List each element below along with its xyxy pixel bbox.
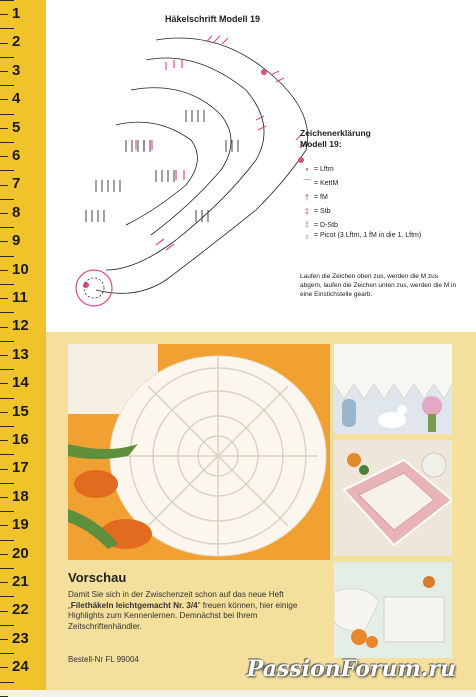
ruler-number: 9 xyxy=(12,232,21,250)
ruler-half-tick xyxy=(0,241,8,242)
legend-note: Laufen die Zeichen oben zus, werden die M zus abgem, laufen die Zeichen unten zus, werden die M in eine Einstichstelle gearb. xyxy=(300,273,457,298)
ruler-half-tick xyxy=(0,128,8,129)
chain-stitch-icon: • xyxy=(305,164,309,174)
ruler-half-tick xyxy=(0,213,8,214)
watermark: PassionForum.ru xyxy=(246,656,456,682)
ruler-half-tick xyxy=(0,99,8,100)
ruler-half-tick xyxy=(0,156,8,157)
ruler-half-tick xyxy=(0,525,8,526)
ruler-number: 19 xyxy=(12,516,29,534)
ruler-tick xyxy=(0,0,14,1)
ruler-half-tick xyxy=(0,667,8,668)
ruler-tick xyxy=(0,57,14,58)
ruler-half-tick xyxy=(0,469,8,470)
legend-title xyxy=(300,128,371,150)
ruler-half-tick xyxy=(0,355,8,356)
ruler-tick xyxy=(0,682,14,683)
ruler-tick xyxy=(0,85,14,86)
ruler-half-tick xyxy=(0,270,8,271)
ruler-number: 22 xyxy=(12,601,29,619)
slip-stitch-icon: ⌒ xyxy=(303,178,311,188)
ruler-half-tick xyxy=(0,639,8,640)
ruler-half-tick xyxy=(0,327,8,328)
legend-item-label: = Stb xyxy=(314,207,331,215)
ruler-number: 15 xyxy=(12,402,29,420)
legend-item-label: = fM xyxy=(314,193,328,201)
ruler-half-tick xyxy=(0,43,8,44)
table-runner-photo xyxy=(334,440,452,556)
legend-item-label: = Picot (3 Lftm, 1 fM in die 1. Lftm) xyxy=(314,232,422,239)
ruler-tick xyxy=(0,511,14,512)
legend-list xyxy=(300,162,424,254)
ruler-tick xyxy=(0,341,14,342)
ruler-tick xyxy=(0,284,14,285)
ruler-half-tick xyxy=(0,497,8,498)
preview-text-before: Damit Sie sich in der Zwischenzeit schon auf das neue Heft „ xyxy=(68,590,284,610)
ruler-number: 5 xyxy=(12,118,21,136)
ruler-number: 1 xyxy=(12,5,21,22)
preview-heading: Vorschau xyxy=(68,570,127,585)
double-treble-icon: ⟟ xyxy=(305,220,309,229)
ruler-number: 20 xyxy=(12,544,29,562)
single-crochet-icon: † xyxy=(304,192,310,202)
ruler-tick xyxy=(0,540,14,541)
ruler-tick xyxy=(0,256,14,257)
ruler-half-tick xyxy=(0,383,8,384)
ruler-tick xyxy=(0,199,14,200)
crochet-chart-diagram xyxy=(56,30,326,330)
picot-icon: ♁ xyxy=(304,232,310,241)
ruler-half-tick xyxy=(0,298,8,299)
ruler-tick xyxy=(0,568,14,569)
chart-title: Häkelschrift Modell 19 xyxy=(165,14,261,24)
ruler-number: 21 xyxy=(12,573,29,590)
legend-item-label: = D-Stb xyxy=(314,221,338,229)
ruler-tick xyxy=(0,454,14,455)
ruler-number: 24 xyxy=(12,658,29,676)
ruler-number: 8 xyxy=(12,203,21,221)
ruler-tick xyxy=(0,227,14,228)
ruler-half-tick xyxy=(0,185,8,186)
legend-title-line1: Zeichenerklärung xyxy=(300,128,371,138)
ruler-number: 11 xyxy=(12,289,28,306)
preview-text-after: “ freuen können, hier einige Highlights zum Kennenlernen. Demnächst bei Ihrem Zeitschriftenhändler. xyxy=(68,600,298,631)
ruler-number: 10 xyxy=(12,260,29,278)
ruler-tick xyxy=(0,312,14,313)
ruler-number: 4 xyxy=(12,90,21,108)
legend-item xyxy=(300,190,424,204)
ruler-tick xyxy=(0,483,14,484)
legend-item-label: = Lftm xyxy=(314,165,334,173)
legend-item-label: = KettM xyxy=(314,179,339,187)
ruler-number: 3 xyxy=(12,61,21,79)
ruler-number: 7 xyxy=(12,175,21,193)
legend-item xyxy=(300,162,424,176)
legend-item xyxy=(300,218,424,232)
ruler-half-tick xyxy=(0,554,8,555)
ruler-tick xyxy=(0,625,14,626)
ruler-tick xyxy=(0,114,14,115)
ruler-number: 14 xyxy=(12,374,29,392)
doily-photo xyxy=(68,344,330,560)
doily-basket-photo xyxy=(334,562,452,658)
preview-text-bold: Filethäkeln leichtgemacht Nr. 3/4 xyxy=(70,600,198,610)
legend-item xyxy=(300,204,424,218)
ruler-half-tick xyxy=(0,71,8,72)
ruler-tick xyxy=(0,369,14,370)
ruler-half-tick xyxy=(0,14,8,15)
legend-item xyxy=(300,232,424,254)
ruler-number: 13 xyxy=(12,345,29,363)
ruler-tick xyxy=(0,398,14,399)
ruler-number: 16 xyxy=(12,431,29,448)
preview-text xyxy=(68,590,330,632)
ruler-number: 23 xyxy=(12,629,29,647)
ruler-number: 12 xyxy=(12,317,29,335)
ruler-tick xyxy=(0,653,14,654)
ruler-tick xyxy=(0,142,14,143)
legend-item xyxy=(300,176,424,190)
order-number: Bestell-Nr FL 99004 xyxy=(68,655,139,664)
ruler-tick xyxy=(0,170,14,171)
double-crochet-icon: ‡ xyxy=(304,206,310,216)
ruler-half-tick xyxy=(0,440,8,441)
ruler-number: 18 xyxy=(12,487,29,505)
ruler-half-tick xyxy=(0,582,8,583)
ruler-number: 17 xyxy=(12,459,29,477)
ruler-tick xyxy=(0,426,14,427)
ruler-tick xyxy=(0,596,14,597)
ruler-number: 6 xyxy=(12,147,21,164)
ruler-half-tick xyxy=(0,611,8,612)
ruler-half-tick xyxy=(0,412,8,413)
ruler-tick xyxy=(0,28,14,29)
measuring-ruler xyxy=(0,0,47,690)
ruler-number: 2 xyxy=(12,33,21,51)
curtain-photo xyxy=(334,344,452,434)
legend-title-line2: Modell 19: xyxy=(300,139,342,149)
